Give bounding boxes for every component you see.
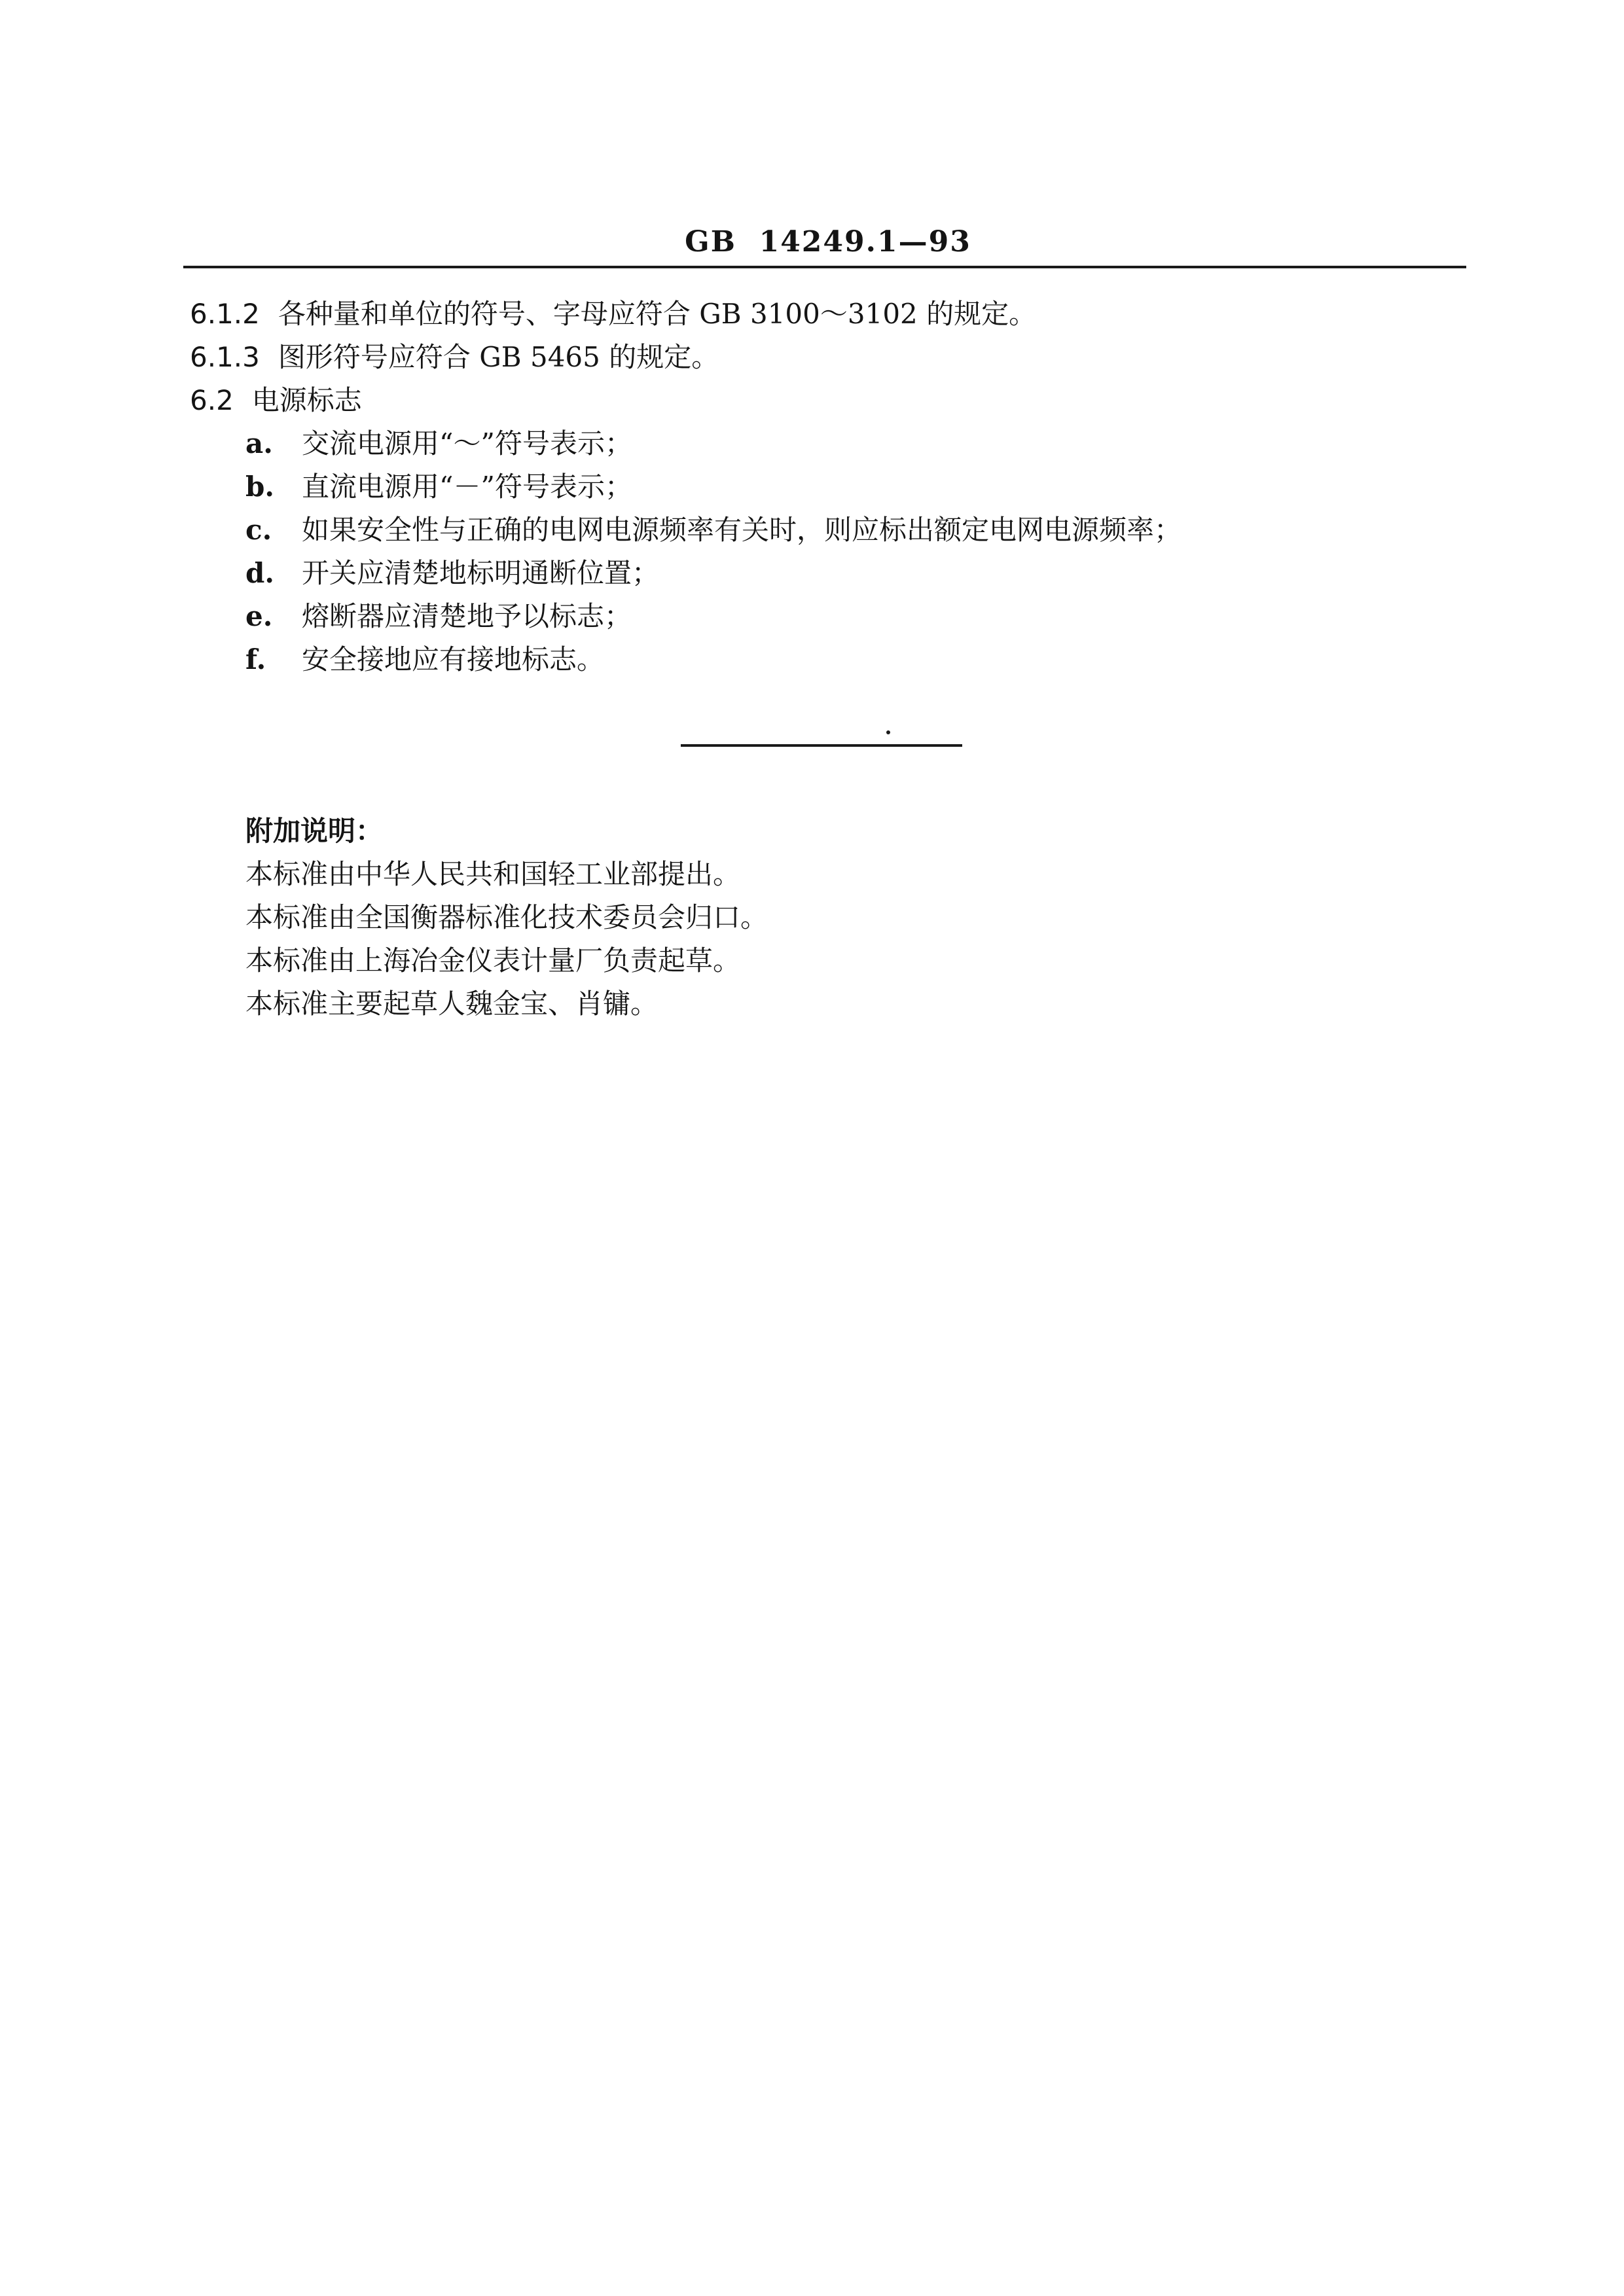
clause-text: 各种量和单位的符号、字母应符合 GB 3100～3102 的规定。 — [278, 298, 1037, 330]
item-text: 熔断器应清楚地予以标志； — [302, 600, 632, 632]
standard-code — [685, 225, 971, 259]
additional-notes-title: 附加说明： — [245, 815, 384, 847]
note-line: 本标准由上海冶金仪表计量厂负责起草。 — [245, 944, 741, 977]
clause-text: 图形符号应符合 GB 5465 的规定。 — [278, 341, 719, 373]
power-item-a — [245, 424, 632, 463]
clause-number: 6.1.2 — [190, 298, 260, 330]
item-text: 如果安全性与正确的电网电源频率有关时，则应标出额定电网电源频率； — [302, 514, 1182, 546]
note-line: 本标准由中华人民共和国轻工业部提出。 — [245, 858, 741, 890]
end-of-text-rule — [681, 744, 962, 747]
header-rule — [183, 266, 1466, 268]
clause-text: 电源标志 — [251, 384, 362, 416]
item-letter: c. — [245, 514, 272, 546]
item-text: 交流电源用“～”符号表示； — [302, 427, 632, 459]
item-letter: b. — [245, 471, 274, 503]
standard-code-number: 14249.1—93 — [759, 225, 971, 259]
clause-number: 6.2 — [190, 384, 234, 416]
clause-number: 6.1.3 — [190, 341, 260, 373]
item-letter: d. — [245, 557, 274, 589]
power-item-b — [245, 467, 632, 507]
clause-6-1-3 — [190, 338, 719, 377]
page-header — [190, 216, 1466, 268]
power-item-c — [245, 511, 1182, 550]
item-letter: a. — [245, 427, 273, 459]
power-item-e — [245, 597, 632, 636]
item-letter: e. — [245, 600, 273, 632]
power-item-f — [245, 640, 604, 679]
note-line: 本标准主要起草人魏金宝、肖镛。 — [245, 988, 659, 1020]
item-letter: f. — [245, 643, 266, 675]
clause-6-1-2 — [190, 295, 1036, 334]
power-item-d — [245, 554, 659, 593]
separator-dot — [886, 730, 890, 734]
item-text: 开关应清楚地标明通断位置； — [302, 557, 660, 589]
item-text: 直流电源用“－”符号表示； — [302, 471, 632, 503]
clause-6-2 — [190, 381, 362, 420]
note-line: 本标准由全国衡器标准化技术委员会归口。 — [245, 901, 768, 933]
item-text: 安全接地应有接地标志。 — [302, 643, 605, 675]
standard-code-prefix: GB — [685, 225, 736, 259]
